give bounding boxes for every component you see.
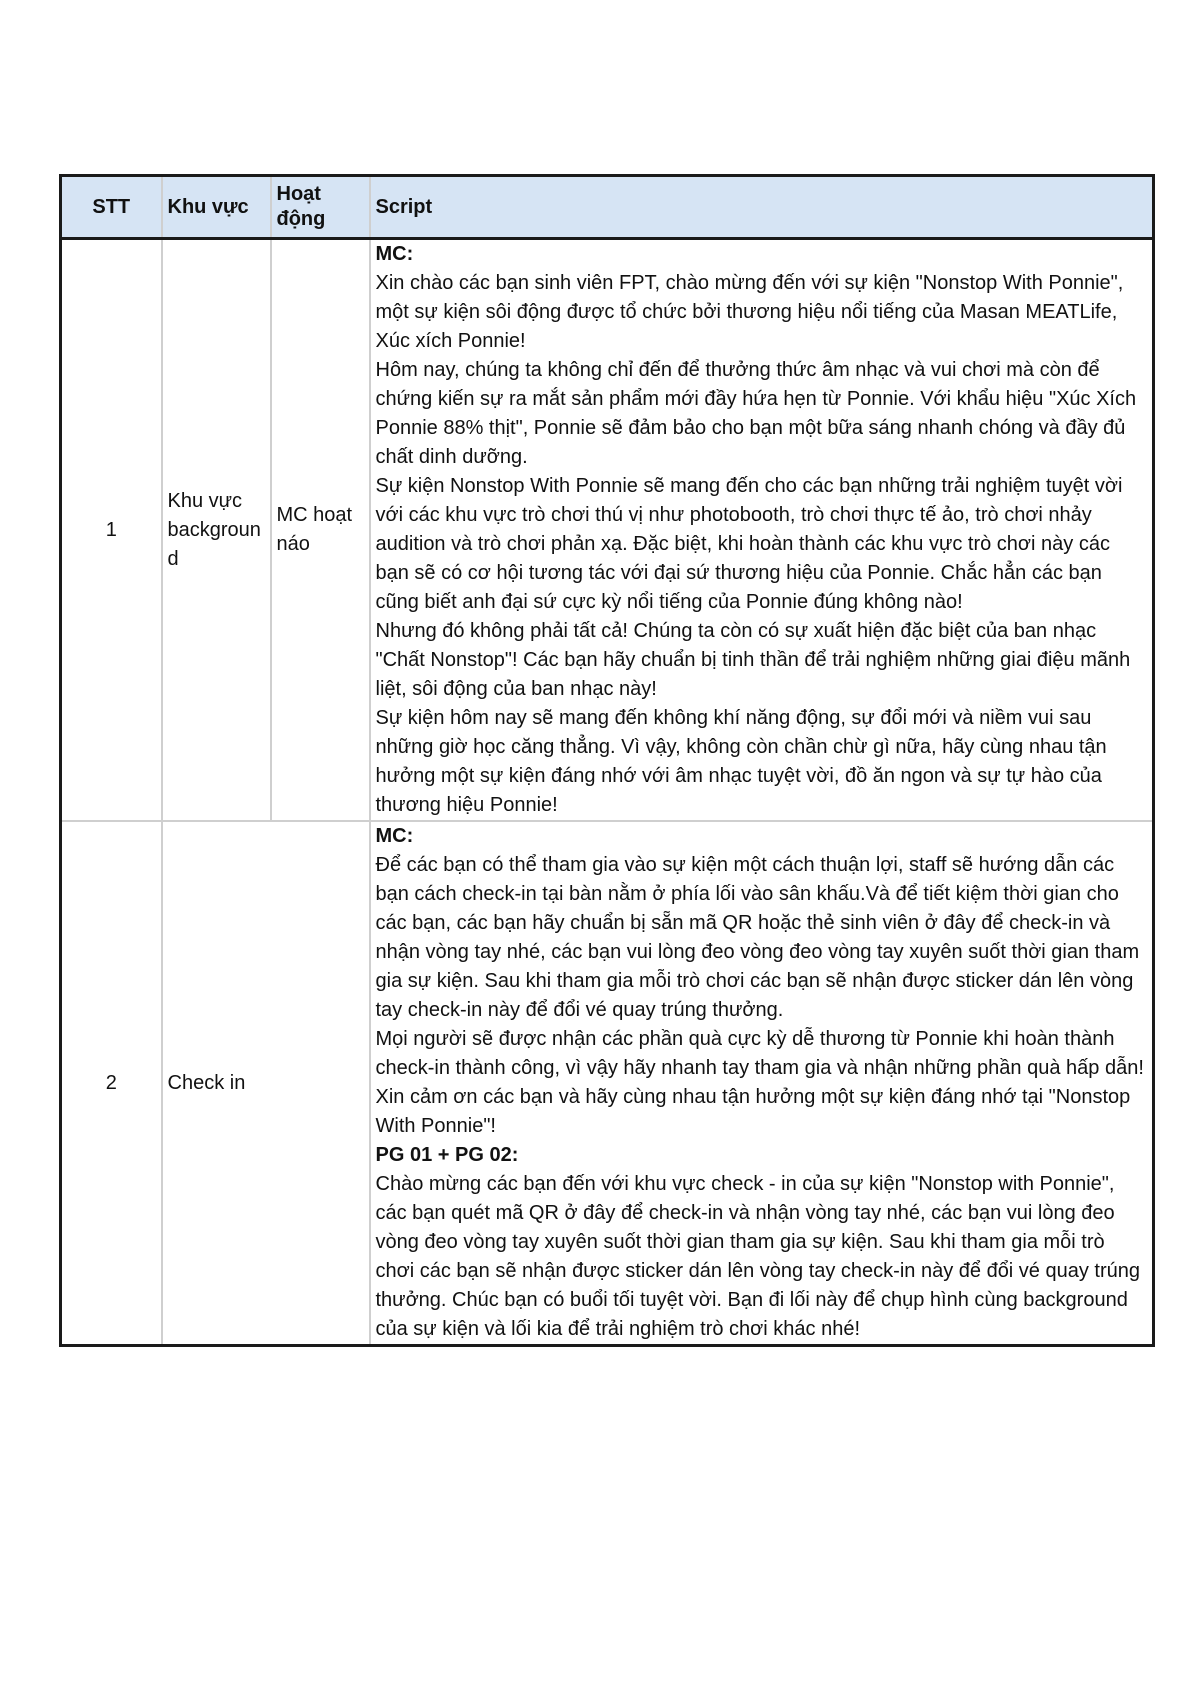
speaker-label: MC: bbox=[375, 243, 414, 265]
spreadsheet-page bbox=[59, 174, 1152, 1347]
script-paragraph: Mọi người sẽ được nhận các phần quà cực kỳ dễ thương từ Ponnie khi hoàn thành check-in thành công, vì vậy hãy nhanh tay tham gia và nhận những phần quà hấp dẫn! bbox=[375, 1028, 1144, 1079]
script-paragraph: Sự kiện hôm nay sẽ mang đến không khí năng động, sự đổi mới và niềm vui sau những giờ học căng thẳng. Vì vậy, không còn chần chừ gì nữa, hãy cùng nhau tận hưởng một sự kiện đáng nhớ với âm nhạc tuyệt vời, đồ ăn ngon và sự tự hào của thương hiệu Ponnie! bbox=[375, 707, 1107, 816]
speaker-label: PG 01 + PG 02: bbox=[375, 1144, 519, 1166]
header-row bbox=[61, 176, 1154, 239]
row-script bbox=[370, 821, 1154, 1346]
speaker-label: MC: bbox=[375, 825, 414, 847]
event-script-table bbox=[59, 174, 1155, 1347]
script-paragraph: Để các bạn có thể tham gia vào sự kiện một cách thuận lợi, staff sẽ hướng dẫn các bạn cách check-in tại bàn nằm ở phía lối vào sân khấu.Và để tiết kiệm thời gian cho các bạn, các bạn hãy chuẩn bị sẵn mã QR hoặc thẻ sinh viên ở đây để check-in và nhận vòng tay nhé, các bạn vui lòng đeo vòng đeo vòng tay xuyên suốt thời gian tham gia sự kiện. Sau khi tham gia mỗi trò chơi các bạn sẽ nhận được sticker dán lên vòng tay check-in này để đổi vé quay trúng thưởng. bbox=[375, 854, 1140, 1021]
table-row bbox=[61, 239, 1154, 822]
header-activity: Hoạt động bbox=[271, 176, 370, 239]
row-area: Check in bbox=[162, 821, 370, 1346]
row-area: Khu vực background bbox=[162, 239, 271, 822]
script-paragraph: Hôm nay, chúng ta không chỉ đến để thưởng thức âm nhạc và vui chơi mà còn để chứng kiến sự ra mắt sản phẩm mới đầy hứa hẹn từ Ponnie. Với khẩu hiệu "Xúc Xích Ponnie 88% thịt", Ponnie sẽ đảm bảo cho bạn một bữa sáng nhanh chóng và đầy đủ chất dinh dưỡng. bbox=[375, 359, 1137, 468]
header-area: Khu vực bbox=[162, 176, 271, 239]
header-script: Script bbox=[370, 176, 1154, 239]
header-stt: STT bbox=[61, 176, 162, 239]
table-row bbox=[61, 821, 1154, 1346]
script-paragraph: Sự kiện Nonstop With Ponnie sẽ mang đến cho các bạn những trải nghiệm tuyệt vời với các khu vực trò chơi thú vị như photobooth, trò chơi thực tế ảo, trò chơi nhảy audition và trò chơi phản xạ. Đặc biệt, khi hoàn thành các khu vực trò chơi này các bạn sẽ có cơ hội tương tác với đại sứ thương hiệu của Ponnie. Chắc hẳn các bạn cũng biết anh đại sứ cực kỳ nổi tiếng của Ponnie đúng không nào! bbox=[375, 475, 1123, 613]
script-paragraph: Xin cảm ơn các bạn và hãy cùng nhau tận hưởng một sự kiện đáng nhớ tại "Nonstop With Ponnie"! bbox=[375, 1086, 1131, 1137]
script-paragraph: Nhưng đó không phải tất cả! Chúng ta còn có sự xuất hiện đặc biệt của ban nhạc "Chất Nonstop"! Các bạn hãy chuẩn bị tinh thần để trải nghiệm những giai điệu mãnh liệt, sôi động của ban nhạc này! bbox=[375, 620, 1131, 700]
table-body bbox=[61, 239, 1154, 1346]
row-stt: 2 bbox=[61, 821, 162, 1346]
table-header bbox=[61, 176, 1154, 239]
row-activity: MC hoạt náo bbox=[271, 239, 370, 822]
row-script bbox=[370, 239, 1154, 822]
script-paragraph: Xin chào các bạn sinh viên FPT, chào mừng đến với sự kiện "Nonstop With Ponnie", một sự kiện sôi động được tổ chức bởi thương hiệu nổi tiếng của Masan MEATLife, Xúc xích Ponnie! bbox=[375, 272, 1124, 352]
script-paragraph: Chào mừng các bạn đến với khu vực check - in của sự kiện "Nonstop with Ponnie", các bạn quét mã QR ở đây để check-in và nhận vòng tay nhé, các bạn vui lòng đeo vòng đeo vòng tay xuyên suốt thời gian tham gia sự kiện. Sau khi tham gia mỗi trò chơi các bạn sẽ nhận được sticker dán lên vòng tay check-in này để đổi vé quay trúng thưởng. Chúc bạn có buổi tối tuyệt vời. Bạn đi lối này để chụp hình cùng background của sự kiện và lối kia để trải nghiệm trò chơi khác nhé! bbox=[375, 1173, 1141, 1340]
row-stt: 1 bbox=[61, 239, 162, 822]
